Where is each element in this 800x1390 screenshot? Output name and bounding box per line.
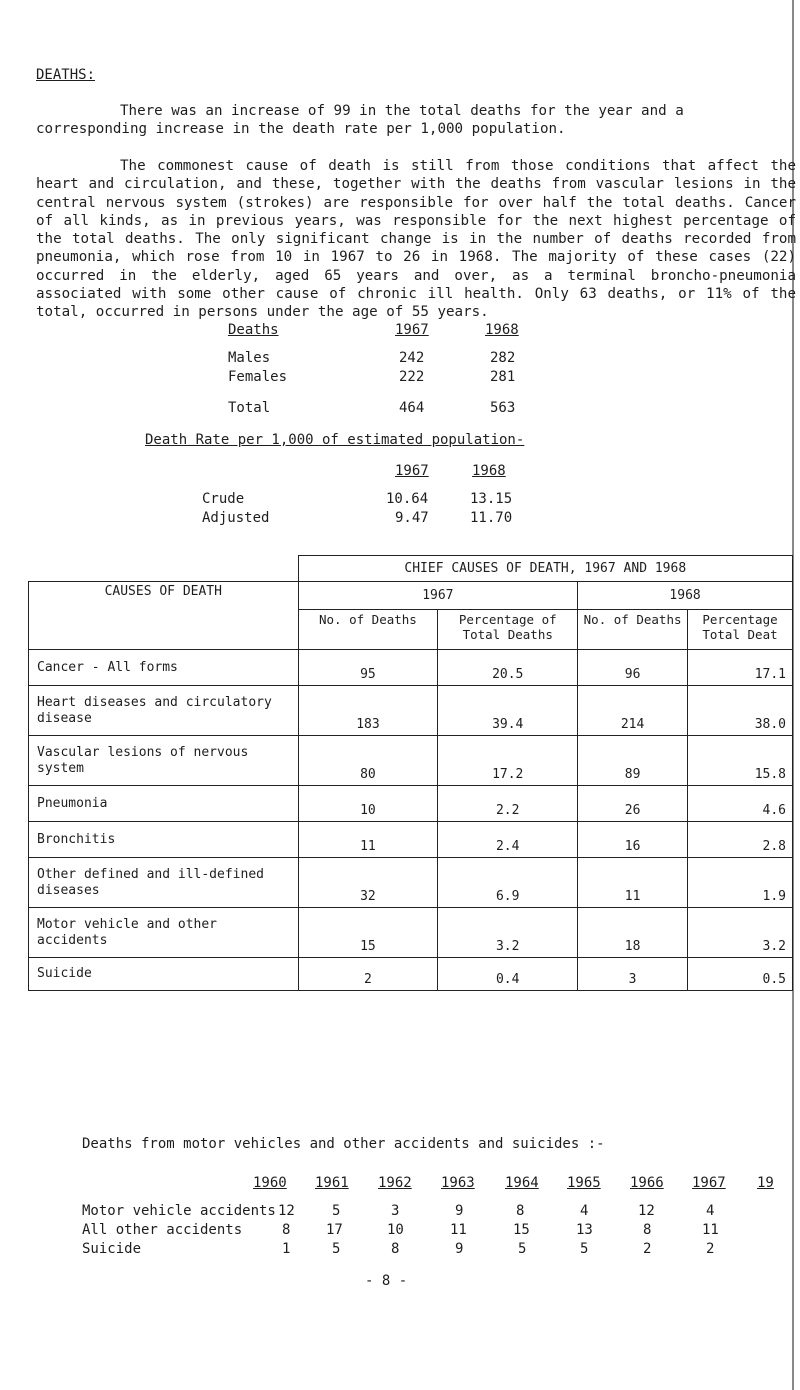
rate-year-1967: 1967: [395, 463, 429, 479]
cause-label: Suicide: [29, 958, 299, 991]
accidents-cell: 15: [513, 1222, 530, 1238]
accidents-title: Deaths from motor vehicles and other accidents and suicides :-: [82, 1136, 605, 1152]
accidents-year: 1964: [505, 1175, 539, 1191]
cause-pct-1967: 20.5: [438, 650, 578, 686]
accidents-year: 1967: [692, 1175, 726, 1191]
cause-count-1968: 89: [578, 736, 688, 786]
accidents-cell: 12: [638, 1203, 655, 1219]
accidents-cell: 1: [282, 1241, 291, 1257]
cause-count-1967: 32: [298, 858, 438, 908]
cause-count-1967: 183: [298, 686, 438, 736]
cause-pct-1968: 0.5: [688, 958, 793, 991]
rate-title: Death Rate per 1,000 of estimated population-: [145, 432, 525, 448]
accidents-cell: 4: [706, 1203, 715, 1219]
cause-pct-1968: 1.9: [688, 858, 793, 908]
cause-pct-1968: 3.2: [688, 908, 793, 958]
cause-label: Vascular lesions of nervous system: [29, 736, 299, 786]
deaths-year-1968: 1968: [485, 322, 519, 338]
deaths-row-label: Total: [228, 400, 271, 416]
cause-label: Other defined and ill-defined diseases: [29, 858, 299, 908]
causes-paragraph: The commonest cause of death is still from those conditions that affect the heart and circulation, and these, together with the deaths from vascular lesions in the central nervous system (strokes) are responsible for over half the total deaths. Cancer of all kinds, as in previous years, was responsible for the next highest percentage of the total deaths. The only significant change is in the number of deaths recorded from pneumonia, which rose from 10 in 1967 to 26 in 1968. The majority of these cases (22) occurred in the elderly, aged 65 years and over, as a terminal broncho-pneumonia associated with some other cause of chronic ill health. Only 63 deaths, or 11% of the total, occurred in persons under the age of 55 years.: [36, 158, 796, 321]
accidents-cell: 5: [332, 1203, 341, 1219]
deaths-row-label: Males: [228, 350, 271, 366]
cause-label: Heart diseases and circulatory disease: [29, 686, 299, 736]
accidents-cell: 11: [702, 1222, 719, 1238]
cause-count-1967: 80: [298, 736, 438, 786]
deaths-row-1968: 281: [490, 369, 516, 385]
intro-paragraph: There was an increase of 99 in the total deaths for the year and a corresponding increase in the death rate per 1,000 population.: [36, 103, 684, 138]
accidents-cell: 2: [643, 1241, 652, 1257]
table-row: [29, 822, 793, 858]
accidents-cell: 9: [455, 1241, 464, 1257]
accidents-year-cut: 19: [757, 1175, 774, 1191]
accidents-cell: 9: [455, 1203, 464, 1219]
accidents-year: 1962: [378, 1175, 412, 1191]
deaths-row-1967: 464: [399, 400, 425, 416]
cause-label: Cancer - All forms: [29, 650, 299, 686]
causes-row-header: CAUSES OF DEATH: [29, 582, 299, 650]
cause-count-1967: 11: [298, 822, 438, 858]
cause-count-1967: 95: [298, 650, 438, 686]
table-row: [29, 686, 793, 736]
deaths-row-1967: 222: [399, 369, 425, 385]
subheader-number-1967: No. of Deaths: [298, 610, 438, 650]
section-heading: DEATHS:: [36, 67, 96, 83]
accidents-row-label: Motor vehicle accidents: [82, 1203, 276, 1219]
rate-year-1968: 1968: [472, 463, 506, 479]
accidents-cell: 8: [391, 1241, 400, 1257]
cause-pct-1968: 15.8: [688, 736, 793, 786]
deaths-row-1967: 242: [399, 350, 425, 366]
accidents-cell: 10: [387, 1222, 404, 1238]
table-row: [29, 858, 793, 908]
deaths-row-1968: 563: [490, 400, 516, 416]
cause-pct-1968: 17.1: [688, 650, 793, 686]
rate-row-1967: 10.64: [386, 491, 429, 507]
cause-label: Bronchitis: [29, 822, 299, 858]
accidents-cell: 11: [450, 1222, 467, 1238]
cause-count-1968: 96: [578, 650, 688, 686]
cause-label: Motor vehicle and other accidents: [29, 908, 299, 958]
cause-pct-1967: 6.9: [438, 858, 578, 908]
page-number: - 8 -: [365, 1273, 408, 1289]
table-row: [29, 736, 793, 786]
causes-corner: [29, 556, 299, 582]
accidents-year: 1963: [441, 1175, 475, 1191]
accidents-cell: 4: [580, 1203, 589, 1219]
table-row: [29, 786, 793, 822]
accidents-cell: 5: [580, 1241, 589, 1257]
accidents-cell: 8: [643, 1222, 652, 1238]
accidents-cell: 8: [282, 1222, 291, 1238]
rate-row-label: Adjusted: [202, 510, 270, 526]
deaths-row-1968: 282: [490, 350, 516, 366]
table-row: [29, 650, 793, 686]
subheader-percent-1968: Percentage Total Deat: [688, 610, 793, 650]
deaths-row-label: Females: [228, 369, 288, 385]
accidents-cell: 8: [516, 1203, 525, 1219]
cause-count-1968: 3: [578, 958, 688, 991]
cause-count-1967: 2: [298, 958, 438, 991]
accidents-row-label: Suicide: [82, 1241, 142, 1257]
cause-count-1968: 11: [578, 858, 688, 908]
causes-year-1968: 1968: [578, 582, 793, 610]
cause-count-1968: 214: [578, 686, 688, 736]
cause-pct-1967: 3.2: [438, 908, 578, 958]
accidents-cell: 5: [518, 1241, 527, 1257]
causes-title: CHIEF CAUSES OF DEATH, 1967 AND 1968: [298, 556, 792, 582]
subheader-percent-1967: Percentage of Total Deaths: [438, 610, 578, 650]
accidents-cell: 17: [326, 1222, 343, 1238]
table-row: [29, 908, 793, 958]
cause-pct-1967: 2.2: [438, 786, 578, 822]
cause-pct-1968: 4.6: [688, 786, 793, 822]
rate-row-1968: 11.70: [470, 510, 513, 526]
accidents-row-label: All other accidents: [82, 1222, 243, 1238]
cause-pct-1967: 2.4: [438, 822, 578, 858]
subheader-number-1968: No. of Deaths: [578, 610, 688, 650]
accidents-cell: 5: [332, 1241, 341, 1257]
cause-label: Pneumonia: [29, 786, 299, 822]
rate-row-label: Crude: [202, 491, 245, 507]
cause-pct-1967: 39.4: [438, 686, 578, 736]
cause-pct-1967: 0.4: [438, 958, 578, 991]
deaths-year-1967: 1967: [395, 322, 429, 338]
accidents-cell: 13: [576, 1222, 593, 1238]
causes-year-1967: 1967: [298, 582, 578, 610]
accidents-cell: 12: [278, 1203, 295, 1219]
rate-row-1968: 13.15: [470, 491, 513, 507]
cause-pct-1967: 17.2: [438, 736, 578, 786]
accidents-year: 1960: [253, 1175, 287, 1191]
cause-count-1968: 16: [578, 822, 688, 858]
rate-row-1967: 9.47: [395, 510, 429, 526]
accidents-year: 1966: [630, 1175, 664, 1191]
cause-count-1967: 10: [298, 786, 438, 822]
accidents-cell: 2: [706, 1241, 715, 1257]
cause-count-1968: 26: [578, 786, 688, 822]
accidents-year: 1965: [567, 1175, 601, 1191]
cause-pct-1968: 2.8: [688, 822, 793, 858]
causes-table: [28, 555, 793, 991]
cause-count-1967: 15: [298, 908, 438, 958]
table-row: [29, 958, 793, 991]
accidents-cell: 3: [391, 1203, 400, 1219]
deaths-header: Deaths: [228, 322, 279, 338]
accidents-year: 1961: [315, 1175, 349, 1191]
cause-pct-1968: 38.0: [688, 686, 793, 736]
cause-count-1968: 18: [578, 908, 688, 958]
